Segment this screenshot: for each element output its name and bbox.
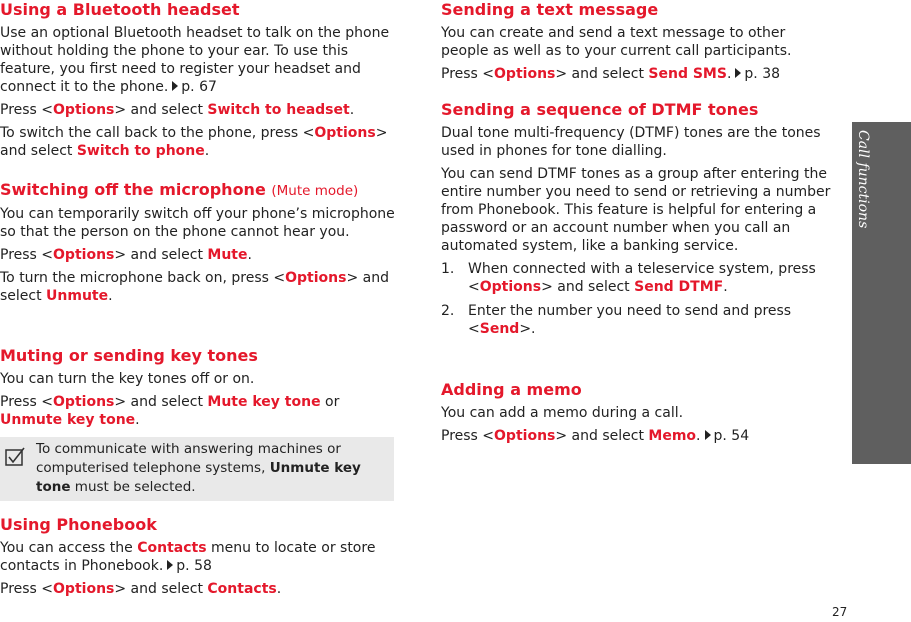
list-item: 2. Enter the number you need to send and press <Send>. [441, 303, 792, 337]
arrow-right-icon [735, 68, 741, 78]
instruction: Press <Options> and select Mute key tone or Unmute key tone. [0, 394, 340, 428]
instruction: Press <Options> and select Send SMS. p. 38 [441, 66, 781, 82]
note-check-icon [5, 446, 27, 468]
section-bluetooth-headset [0, 0, 395, 165]
section-title: Using a Bluetooth headset [0, 0, 240, 19]
section-text-message [441, 0, 836, 88]
section-title: Switching off the microphone (Mute mode) [0, 180, 359, 199]
paragraph: Use an optional Bluetooth headset to talk on the phone without holding the phone to your ear. To use this feature, you first need to register your headset and connect it to the phone. p. 67 [0, 25, 390, 95]
note-box [0, 437, 394, 501]
section-title: Sending a text message [441, 0, 659, 19]
instruction: Press <Options> and select Memo. p. 54 [441, 428, 750, 444]
paragraph: You can access the Contacts menu to locate or store contacts in Phonebook. p. 58 [0, 540, 376, 574]
chapter-tab [852, 122, 911, 464]
section-title: Adding a memo [441, 380, 582, 399]
instruction: Press <Options> and select Switch to headset. [0, 102, 355, 118]
arrow-right-icon [705, 430, 711, 440]
paragraph: You can turn the key tones off or on. [0, 371, 255, 387]
section-key-tones [0, 346, 395, 434]
page-number: 27 [832, 605, 848, 619]
instruction: Press <Options> and select Mute. [0, 247, 252, 263]
chapter-label: Call functions [855, 130, 871, 229]
arrow-right-icon [172, 81, 178, 91]
arrow-right-icon [167, 560, 173, 570]
steps-list [441, 260, 836, 338]
instruction: Press <Options> and select Contacts. [0, 581, 282, 597]
section-phonebook [0, 515, 395, 603]
note-text: To communicate with answering machines or computerised telephone systems, Unmute key tone must be selected. [36, 441, 361, 495]
section-title: Muting or sending key tones [0, 346, 258, 365]
paragraph: You can add a memo during a call. [441, 405, 684, 421]
section-mute-mode [0, 180, 395, 310]
section-title: Sending a sequence of DTMF tones [441, 100, 759, 119]
section-memo [441, 380, 836, 450]
instruction: To turn the microphone back on, press <Options> and select Unmute. [0, 270, 389, 304]
paragraph: Dual tone multi-frequency (DTMF) tones are the tones used in phones for tone dialling. [441, 125, 821, 159]
instruction: To switch the call back to the phone, press <Options> and select Switch to phone. [0, 125, 388, 159]
list-item: 1. When connected with a teleservice system, press <Options> and select Send DTMF. [441, 261, 816, 295]
section-title: Using Phonebook [0, 515, 157, 534]
paragraph: You can send DTMF tones as a group after entering the entire number you need to send or retrieving a number from Phonebook. This feature is helpful for entering a password or an account number when you call an automated system, like a banking service. [441, 166, 831, 254]
section-dtmf [441, 100, 836, 344]
paragraph: You can temporarily switch off your phone’s microphone so that the person on the phone cannot hear you. [0, 206, 395, 240]
paragraph: You can create and send a text message to other people as well as to your current call participants. [441, 25, 792, 59]
